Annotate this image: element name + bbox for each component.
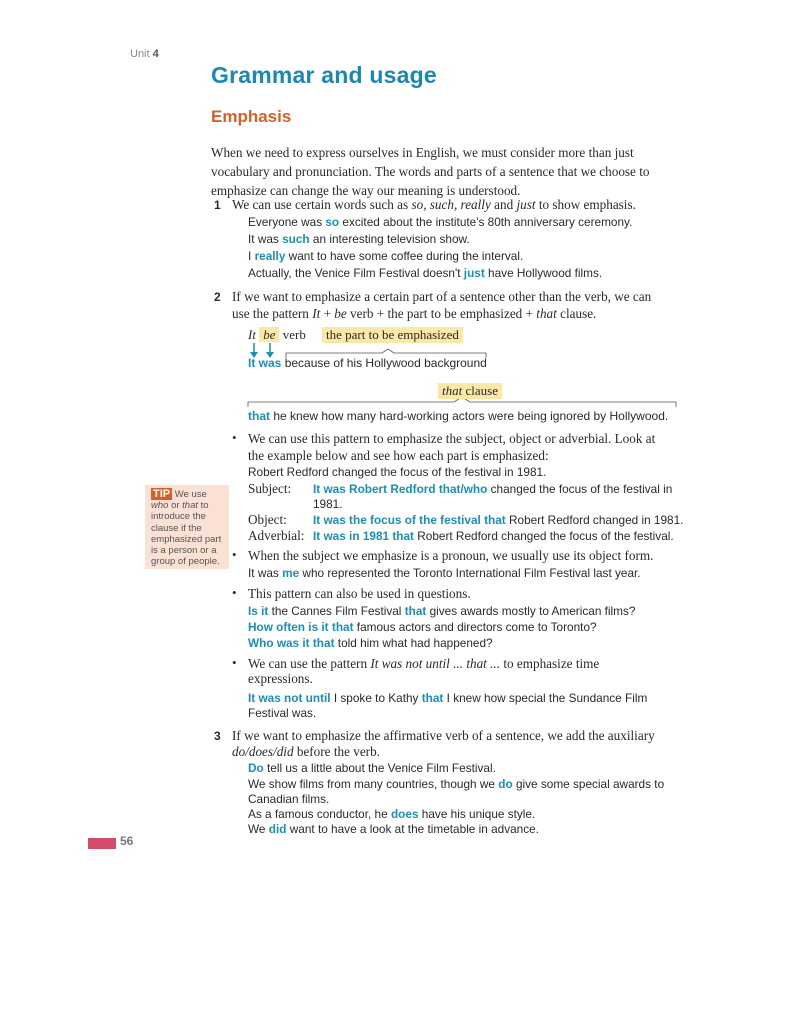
page-title: Grammar and usage	[211, 62, 437, 88]
intro-paragraph: When we need to express ourselves in English, we must consider more than just vocabulary and pronunciation. The words and parts of a sentence that we choose to emphasize can change the way our meaning is understood.	[211, 145, 650, 198]
unit-label	[130, 48, 159, 60]
bullet-1-line-2: the example below and see how each part is emphasized:	[248, 448, 549, 463]
page-number-bar	[88, 838, 116, 849]
bullet-2-example: It was me who represented the Toronto International Film Festival last year.	[248, 566, 641, 580]
unit-prefix: Unit	[130, 48, 150, 60]
bullet-3-text: This pattern can also be used in questions.	[248, 586, 471, 601]
bullet-1-base-sentence: Robert Redford changed the focus of the festival in 1981.	[248, 465, 547, 479]
bullet-4-line-1: We can use the pattern It was not until ... that ... to emphasize time	[248, 656, 600, 671]
bullet-1-line-1: We can use this pattern to emphasize the subject, object or adverbial. Look at	[248, 431, 656, 446]
bullet-4-example: It was not until I spoke to Kathy that I knew how special the Sundance Film	[248, 691, 648, 705]
point-1-text: We can use certain words such as so, such, really and just to show emphasis.	[232, 197, 636, 212]
point-3-number: 3	[214, 729, 221, 743]
point-3-example-2: We show films from many countries, though we do give some special awards to	[248, 777, 665, 791]
question-example-2: How often is it that famous actors and directors come to Toronto?	[248, 620, 597, 634]
object-example: It was the focus of the festival that Robert Redford changed in 1981.	[313, 513, 684, 527]
point-1-example-4: Actually, the Venice Film Festival doesn't just have Hollywood films.	[248, 266, 603, 280]
page-number: 56	[120, 834, 134, 848]
bullet-icon: •	[232, 585, 237, 600]
point-1-example-3: I really want to have some coffee during the interval.	[248, 249, 524, 263]
subject-label: Subject:	[248, 481, 292, 496]
point-1-example-1: Everyone was so excited about the institute's 80th anniversary ceremony.	[248, 215, 633, 229]
point-3-line-2: do/does/did before the verb.	[232, 744, 380, 759]
pattern-example-2: that he knew how many hard-working actors were being ignored by Hollywood.	[248, 409, 669, 423]
pattern-label-it-be: It be verb	[248, 327, 306, 342]
bullet-icon: •	[232, 655, 237, 670]
tip-label: TIP	[153, 488, 171, 500]
bullet-4-line-2: expressions.	[248, 671, 313, 686]
question-example-3: Who was it that told him what had happened?	[248, 636, 493, 650]
pattern-label-that-clause: that clause	[438, 383, 502, 399]
point-2-number: 2	[214, 290, 221, 304]
subject-example: It was Robert Redford that/who changed the focus of the festival in	[313, 482, 673, 496]
bullet-icon: •	[232, 547, 237, 562]
bullet-icon: •	[232, 430, 237, 445]
question-example-1: Is it the Cannes Film Festival that gives awards mostly to American films?	[248, 604, 636, 618]
pattern-example-1: It was because of his Hollywood background	[248, 356, 487, 370]
point-2-text-line-1: If we want to emphasize a certain part of a sentence other than the verb, we can	[232, 289, 652, 304]
section-title: Emphasis	[211, 107, 292, 126]
point-3-example-2-cont: Canadian films.	[248, 792, 330, 806]
object-label: Object:	[248, 512, 287, 527]
tip-box: TIP We use who or that to introduce the clause if the emphasized part is a person or a group of people.	[145, 485, 229, 569]
point-3-line-1: If we want to emphasize the affirmative verb of a sentence, we add the auxiliary	[232, 728, 655, 743]
subject-example-cont: 1981.	[313, 497, 343, 511]
unit-number: 4	[152, 48, 159, 60]
point-2-text-line-2: use the pattern It + be verb + the part to be emphasized + that clause.	[232, 306, 597, 321]
pattern-label-part: the part to be emphasized	[322, 327, 463, 343]
point-1-number: 1	[214, 198, 221, 212]
bullet-4-example-cont: Festival was.	[248, 706, 317, 720]
point-3-example-1: Do tell us a little about the Venice Film Festival.	[248, 761, 496, 775]
point-3-example-4: We did want to have a look at the timetable in advance.	[248, 822, 539, 836]
bullet-2-text: When the subject we emphasize is a pronoun, we usually use its object form.	[248, 548, 654, 563]
point-1-example-2: It was such an interesting television show.	[248, 232, 470, 246]
point-3-example-3: As a famous conductor, he does have his unique style.	[248, 807, 536, 821]
adverbial-label: Adverbial:	[248, 528, 305, 543]
adverbial-example: It was in 1981 that Robert Redford changed the focus of the festival.	[313, 529, 674, 543]
